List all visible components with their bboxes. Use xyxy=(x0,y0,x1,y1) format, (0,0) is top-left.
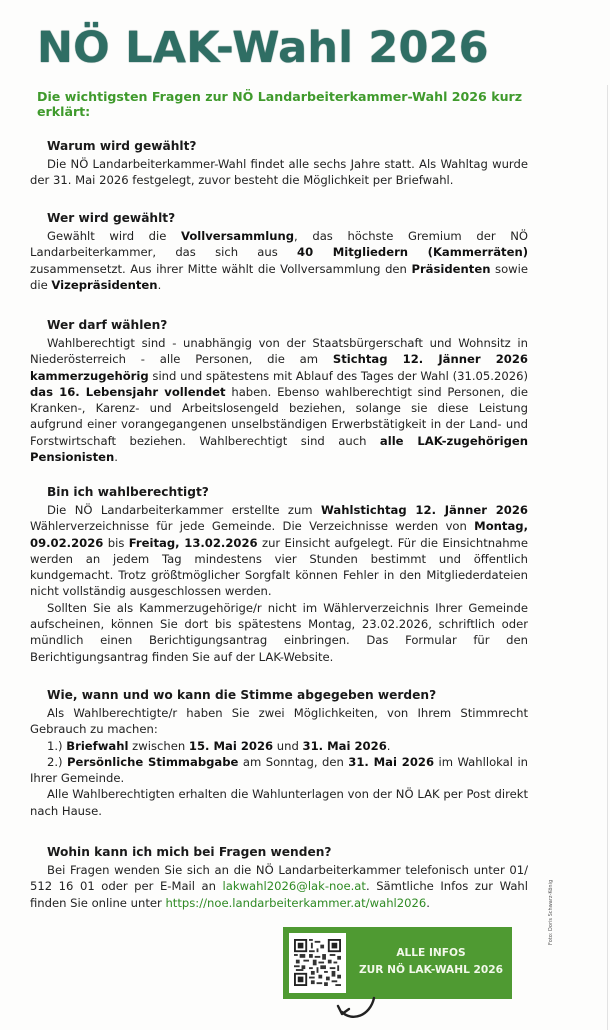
text-run: Die NÖ Landarbeiterkammer-Wahl findet alle sechs Jahre statt. Als Wahltag wurde der 31. Mai 2026 festgelegt, zuvor besteht die Möglichkeit per Briefwahl. xyxy=(30,157,528,188)
text-run: zwischen xyxy=(128,738,189,753)
bold-text: alle LAK-zugehörigen Pensionisten xyxy=(30,433,529,465)
bold-text: Briefwahl xyxy=(66,738,129,753)
list-item xyxy=(30,754,528,787)
bold-text: Stichtag 12. Jänner 2026 kammerzugehörig xyxy=(30,352,528,383)
list-item xyxy=(30,738,528,754)
banner-label[interactable] xyxy=(355,945,507,979)
bold-text: Präsidenten xyxy=(411,261,491,276)
info-banner[interactable] xyxy=(283,927,512,999)
bold-text: 15. Mai 2026 xyxy=(188,738,274,753)
banner-line-1: ALLE INFOS xyxy=(396,947,466,959)
qr-code-icon[interactable] xyxy=(289,933,346,993)
text-run: bis xyxy=(103,535,129,550)
section-warum xyxy=(30,139,528,189)
list-number: 1.) xyxy=(47,738,67,753)
section-text xyxy=(30,156,528,189)
text-run: Die NÖ Landarbeiterkammer erstellte zum xyxy=(47,503,322,517)
bold-text: Wahlstichtag 12. Jänner 2026 xyxy=(321,503,528,517)
text-run: zusammensetzt. Aus ihrer Mitte wählt die Vollversammlung den xyxy=(30,261,412,276)
section-kontakt xyxy=(30,845,528,911)
bold-text: Persönliche Stimmabgabe xyxy=(67,754,239,769)
text-run: Gewählt wird die xyxy=(47,229,181,243)
text-run: zur Einsicht aufgelegt. Für die Einsichtnahme werden an jedem Tag mindestens vier Stunden bestimmt und öffentlich kundgemacht. Trotz größtmöglicher Sorgfalt können Fehler in den Mitgliederdateien nicht vollständig ausgeschlossen werden. xyxy=(30,535,528,599)
text-run: . xyxy=(386,738,391,753)
section-text: Als Wahlberechtigte/r haben Sie zwei Möglichkeiten, von Ihrem Stimmrecht Gebrauch zu machen: xyxy=(30,706,528,737)
text-run: . xyxy=(426,895,430,910)
section-text xyxy=(30,228,528,293)
bold-text: Montag, 09.02.2026 xyxy=(30,519,528,550)
section-text: Alle Wahlberechtigten erhalten die Wahlunterlagen von der NÖ LAK per Post direkt nach Hause. xyxy=(30,787,528,818)
text-run: Wahlberechtigt sind - unabhängig von der Staatsbürgerschaft und Wohnsitz in Niederösterreich - alle Personen, die am xyxy=(30,336,528,367)
section-wer-darf-waehlen xyxy=(30,318,528,465)
text-run: . xyxy=(114,450,118,465)
section-question: Wohin kann ich mich bei Fragen wenden? xyxy=(47,845,332,859)
page-edge-divider xyxy=(607,85,608,1030)
website-link[interactable]: https://noe.landarbeiterkammer.at/wahl2026 xyxy=(165,895,427,910)
curved-arrow-icon xyxy=(334,996,384,1024)
email-link[interactable]: lakwahl2026@lak-noe.at xyxy=(222,879,366,894)
section-text: Sollten Sie als Kammerzugehörige/r nicht im Wählerverzeichnis Ihrer Gemeinde aufscheinen, können Sie dort bis spätestens Montag, 23.02.2026, schriftlich oder mündlich einen Berichtigungsantrag einbringen. Das Formular für den Berichtigungsantrag finden Sie auf der LAK-Website. xyxy=(30,600,528,664)
text-run: sowie die xyxy=(30,261,528,292)
text-run: . xyxy=(157,277,162,292)
section-bin-ich-wahlberechtigt xyxy=(30,485,528,665)
section-text xyxy=(30,862,528,911)
banner-line-2: ZUR NÖ LAK-WAHL 2026 xyxy=(358,964,504,976)
page-subtitle: Die wichtigsten Fragen zur NÖ Landarbeiterkammer-Wahl 2026 kurz erklärt: xyxy=(37,89,523,119)
text-run: Bei Fragen wenden Sie sich an die NÖ Landarbeiterkammer telefonisch unter 01/ 512 16 01 oder per E-Mail an xyxy=(30,863,528,894)
bold-text: Vizepräsidenten xyxy=(51,277,158,292)
text-run: Wählerverzeichnisse für jede Gemeinde. Die Verzeichnisse werden von xyxy=(30,519,475,534)
qr-code-graphic xyxy=(294,939,341,986)
bold-text: das 16. Lebensjahr vollendet xyxy=(30,384,226,399)
section-question: Wer wird gewählt? xyxy=(47,211,176,225)
section-question: Bin ich wahlberechtigt? xyxy=(47,485,209,499)
bold-text: 31. Mai 2026 xyxy=(348,754,435,769)
bold-text: Freitag, 13.02.2026 xyxy=(128,535,258,550)
text-run: sind und spätestens mit Ablauf des Tages der Wahl (31.05.2026) xyxy=(148,368,528,383)
text-run: , das höchste Gremium der NÖ Landarbeiterkammer, das sich aus xyxy=(30,229,528,260)
text-run: am Sonntag, den xyxy=(238,754,349,769)
bold-text: Vollversammlung xyxy=(180,229,295,243)
list-number: 2.) xyxy=(47,754,68,769)
page-title: NÖ LAK-Wahl 2026 xyxy=(37,23,489,73)
text-run: . Sämtliche Infos zur Wahl finden Sie online unter xyxy=(30,879,528,910)
bold-text: 31. Mai 2026 xyxy=(302,738,387,753)
section-question: Warum wird gewählt? xyxy=(47,139,197,153)
photo-credit: Foto: Doris Schwarz-König xyxy=(548,879,554,945)
text-run: und xyxy=(273,738,303,753)
text-run: im Wahllokal in Ihrer Gemeinde. xyxy=(30,754,529,786)
text-run: haben. Ebenso wahlberechtigt sind Personen, die Kranken-, Karenz- und Arbeitslosengeld beziehen, solange sie diese Leistung aufgrund einer vorangegangenen unselbständigen Erwerbstätigkeit in der Land- und Forstwirtschaft beziehen. Wahlberechtigt sind auch xyxy=(30,384,528,448)
section-stimmabgabe xyxy=(30,688,528,819)
section-question: Wie, wann und wo kann die Stimme abgegeben werden? xyxy=(47,688,437,702)
bold-text: 40 Mitgliedern (Kammerräten) xyxy=(297,245,528,260)
section-text xyxy=(30,335,528,465)
section-text xyxy=(30,502,528,600)
section-question: Wer darf wählen? xyxy=(47,318,168,332)
section-wer-gewaehlt xyxy=(30,211,528,293)
